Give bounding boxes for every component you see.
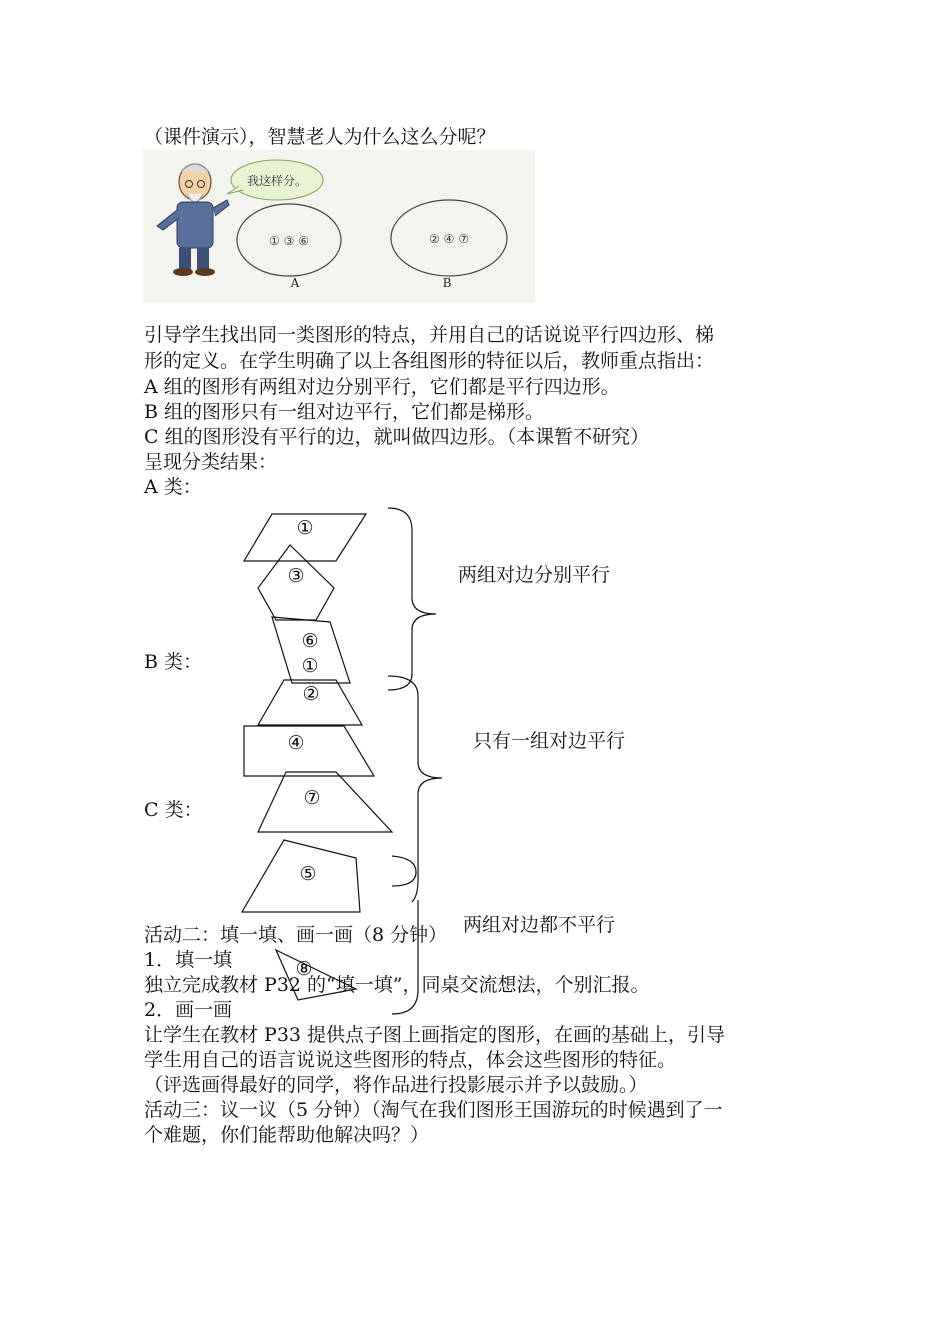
shape-number: ⑦ (303, 787, 321, 809)
activity-line: 个难题，你们能帮助他解决吗？） (144, 1124, 430, 1146)
set-a-label: A (290, 276, 300, 290)
shape-number: ⑧ (295, 958, 313, 980)
brace-label: 只有一组对边平行 (473, 730, 626, 752)
trapezoid-7 (258, 772, 392, 832)
paragraph-line: B 组的图形只有一组对边平行，它们都是梯形。 (144, 401, 545, 423)
shape-number: ④ (287, 732, 305, 754)
activity-line: 1．填一填 (144, 949, 233, 971)
shape-number: ③ (287, 565, 305, 587)
activity-line: 学生用自己的语言说说这些图形的特点，体会这些图形的特征。 (144, 1049, 677, 1071)
shape-number: ① (301, 655, 319, 677)
set-b-label: B (442, 276, 452, 290)
shape-number: ⑤ (299, 863, 317, 885)
trapezoid-4 (244, 726, 374, 776)
paragraph-line: 引导学生找出同一类图形的特点，并用自己的话说说平行四边形、梯 (144, 324, 715, 346)
brace-1 (388, 508, 436, 690)
class-a-label: A 类： (144, 476, 202, 498)
paragraph-line: A 组的图形有两组对边分别平行，它们都是平行四边形。 (144, 376, 620, 398)
class-b-label: B 类： (144, 651, 203, 673)
activity-line: 2．画一画 (144, 999, 233, 1021)
paragraph-line: 呈现分类结果： (144, 451, 278, 473)
brace-3a (392, 856, 416, 886)
set-b-members: ② ④ ⑦ (429, 232, 469, 246)
brace-label: 两组对边分别平行 (458, 564, 611, 586)
activity-line: 活动二：填一填、画一画（8 分钟） (144, 924, 448, 946)
paragraph-line: 形的定义。在学生明确了以上各组图形的特征以后，教师重点指出： (144, 350, 715, 372)
speech-text: 我这样分。 (246, 174, 308, 188)
activity-line: 活动三：议一议（5 分钟）（淘气在我们图形王国游玩的时候遇到了一 (144, 1099, 723, 1121)
shape-number: ⑥ (301, 630, 319, 652)
activity-line: （评选画得最好的同学，将作品进行投影展示并予以鼓励。） (144, 1074, 648, 1096)
brace-label: 两组对边都不平行 (463, 914, 616, 936)
class-c-label: C 类： (144, 799, 203, 821)
paragraph-line: C 组的图形没有平行的边，就叫做四边形。（本课暂不研究） (144, 426, 650, 448)
intro-line: （课件演示），智慧老人为什么这么分呢？ (144, 126, 496, 148)
activity-line: 独立完成教材 P32 的“填一填”，同桌交流想法，个别汇报。 (144, 974, 650, 996)
activity-line: 让学生在教材 P33 提供点子图上画指定的图形，在画的基础上，引导 (144, 1024, 726, 1046)
set-a-members: ① ③ ⑥ (269, 234, 309, 248)
shape-number: ① (296, 517, 314, 539)
shape-number: ② (302, 683, 320, 705)
